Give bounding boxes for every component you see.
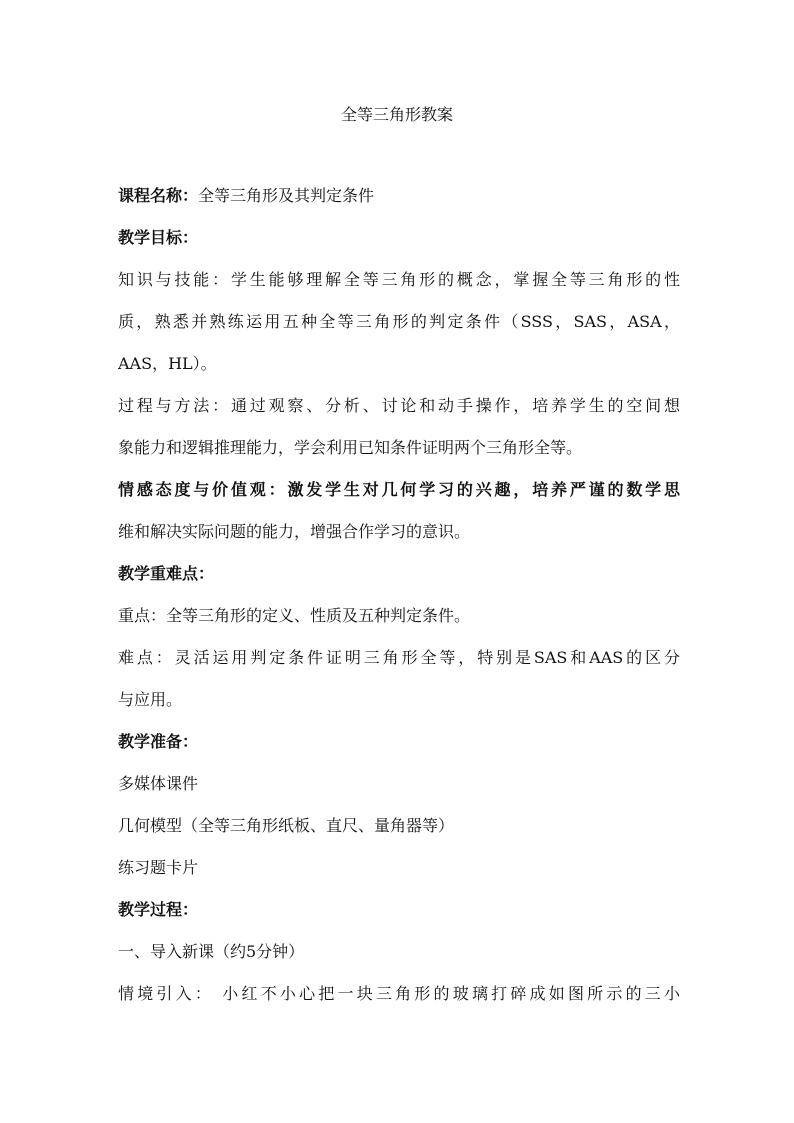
- difficult-point-line-2: 与应用。: [118, 690, 183, 709]
- process-method-line-2: 象能力和逻辑推理能力，学会利用已知条件证明两个三角形全等。: [118, 438, 583, 457]
- course-name-value: 全等三角形及其判定条件: [198, 186, 375, 205]
- knowledge-line-1: 知识与技能：学生能够理解全等三角形的概念，掌握全等三角形的性: [118, 270, 680, 289]
- knowledge-line-3: AAS，HL）。: [118, 354, 217, 373]
- difficult-point-line-1: 难点：灵活运用判定条件证明三角形全等，特别是SAS和AAS的区分: [118, 648, 680, 667]
- process-method-line-1: 过程与方法：通过观察、分析、讨论和动手操作，培养学生的空间想: [118, 396, 680, 415]
- process-step-1: 一、导入新课（约5分钟）: [118, 942, 305, 961]
- key-points-heading: 教学重难点：: [118, 564, 215, 583]
- situation-line: 情境引入： 小红不小心把一块三角形的玻璃打碎成如图所示的三小: [118, 984, 680, 1003]
- emotion-line-2: 维和解决实际问题的能力，增强合作学习的意识。: [118, 522, 471, 541]
- important-point-line: 重点：全等三角形的定义、性质及五种判定条件。: [118, 606, 471, 625]
- document-body: [118, 185, 680, 1025]
- preparation-heading: 教学准备：: [118, 732, 199, 751]
- course-name-line: [118, 185, 680, 227]
- preparation-item-1: 多媒体课件: [118, 774, 199, 793]
- emotion-line-1: 情感态度与价值观：激发学生对几何学习的兴趣，培养严谨的数学思: [118, 480, 680, 499]
- document-title: 全等三角形教案: [340, 105, 453, 124]
- process-heading: 教学过程：: [118, 900, 199, 919]
- preparation-item-2: 几何模型（全等三角形纸板、直尺、量角器等）: [118, 816, 455, 835]
- knowledge-line-2: 质，熟悉并熟练运用五种全等三角形的判定条件（SSS，SAS，ASA，: [118, 312, 680, 331]
- preparation-item-3: 练习题卡片: [118, 858, 199, 877]
- objectives-heading: 教学目标：: [118, 228, 199, 247]
- course-name-label: 课程名称：: [118, 186, 199, 205]
